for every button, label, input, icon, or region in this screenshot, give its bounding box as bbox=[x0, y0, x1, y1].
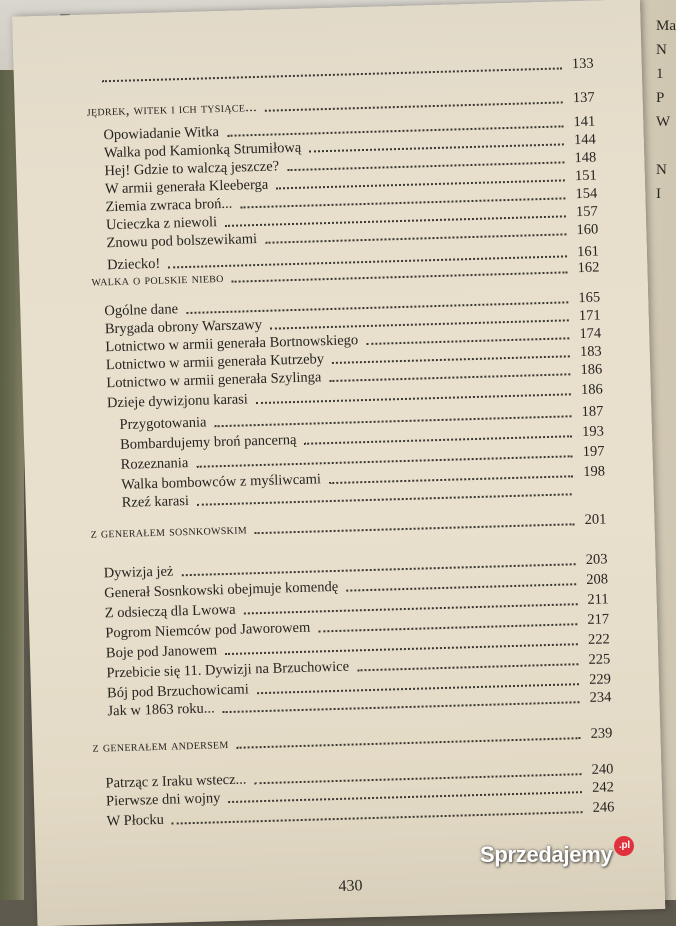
toc-leader-dots bbox=[102, 67, 562, 82]
toc-entry-title: Lotnictwo w armii generała Szylinga bbox=[106, 369, 322, 392]
toc-entry-page: 186 bbox=[580, 381, 603, 399]
book-page bbox=[12, 0, 665, 926]
watermark-badge: .pl bbox=[614, 836, 634, 856]
toc-entry-title: Bój pod Brzuchowicami bbox=[106, 681, 249, 702]
right-page-letter: N bbox=[656, 162, 667, 178]
toc-entry-title: Generał Sosnkowski obejmuje komendę bbox=[104, 578, 339, 602]
toc-leader-dots bbox=[197, 493, 572, 505]
toc-entry-title: W Płocku bbox=[106, 811, 165, 830]
toc-entry-title: Przebicie się 11. Dywizji na Brzuchowice bbox=[106, 658, 350, 682]
toc-entry-title: Brygada obrony Warszawy bbox=[104, 316, 263, 338]
toc-entry-title: Walka bombowców z myśliwcami bbox=[121, 471, 322, 493]
toc-entry-title: Pierwsze dni wojny bbox=[105, 790, 221, 810]
toc-leader-dots bbox=[255, 523, 575, 534]
toc-entry-page: 141 bbox=[573, 113, 596, 131]
toc-entry-page: 174 bbox=[579, 325, 602, 343]
right-page-letter: 1 bbox=[656, 66, 664, 82]
toc-entry-title: Znowu pod bolszewikami bbox=[106, 231, 258, 252]
toc-entry-page: 151 bbox=[574, 167, 598, 185]
toc-entry-title: Przygotowania bbox=[119, 414, 207, 433]
watermark-logo bbox=[480, 842, 634, 868]
toc-entry-title: Jak w 1863 roku... bbox=[107, 700, 215, 720]
toc-entry-page: 229 bbox=[588, 671, 612, 688]
toc-section-entry bbox=[32, 721, 660, 761]
right-page-letter: P bbox=[656, 90, 665, 106]
toc-entry-title: Bombardujemy broń pancerną bbox=[119, 431, 297, 453]
toc-entry-title: Ziemia zwraca broń... bbox=[105, 195, 233, 216]
toc-entry bbox=[14, 51, 642, 91]
toc-entry-page: 222 bbox=[587, 631, 610, 648]
toc-entry-title: Lotnictwo w armii generała Bortnowskiego bbox=[105, 332, 359, 356]
toc-entry-page: 186 bbox=[580, 361, 603, 379]
toc-leader-dots bbox=[232, 271, 568, 282]
toc-entry-title: Patrząc z Iraku wstecz... bbox=[105, 771, 247, 792]
toc-entry-page: 242 bbox=[591, 779, 615, 796]
toc-leader-dots bbox=[172, 811, 583, 824]
toc-entry-page: 171 bbox=[578, 307, 601, 325]
right-page-letter: W bbox=[656, 114, 671, 130]
toc-entry-title: Lotnictwo w armii generała Kutrzeby bbox=[105, 351, 325, 374]
toc-entry-title: Dziecko! bbox=[106, 255, 161, 274]
toc-entry-title: z generałem sosnkowskim bbox=[90, 521, 248, 542]
toc-entry-title: Hej! Gdzie to walczą jeszcze? bbox=[104, 158, 280, 180]
toc-entry-title: jędrek, witek i ich tysiące... bbox=[86, 98, 258, 120]
right-page-text bbox=[656, 14, 676, 206]
toc-entry-page: 187 bbox=[581, 403, 604, 421]
toc-leader-dots bbox=[223, 701, 580, 713]
toc-entry-title: Pogrom Niemców pod Jaworowem bbox=[105, 619, 311, 642]
toc-entry-title: Z odsieczą dla Lwowa bbox=[104, 601, 236, 622]
toc-entry-page: 211 bbox=[587, 591, 609, 608]
toc-entry-title: Rzeź karasi bbox=[121, 493, 190, 511]
watermark-brand: Sprzedajemy bbox=[480, 842, 613, 867]
right-page-letter: Ma bbox=[656, 18, 676, 34]
toc-entry-page: 161 bbox=[576, 243, 600, 261]
toc-entry-page: 246 bbox=[592, 799, 615, 816]
right-page-letter: I bbox=[656, 186, 661, 202]
toc-entry-title: Rozeznania bbox=[120, 455, 189, 473]
toc-leader-dots bbox=[265, 101, 563, 111]
toc-entry-page: 162 bbox=[577, 259, 600, 277]
toc-entry-page: 208 bbox=[586, 571, 609, 588]
right-page-letter: N bbox=[656, 42, 667, 58]
toc-entry-page: 165 bbox=[578, 289, 601, 307]
right-page-letter bbox=[656, 134, 676, 158]
toc-entry-page: 183 bbox=[579, 343, 602, 361]
toc-entry-page: 137 bbox=[572, 89, 595, 107]
toc-entry-title: z generałem andersem bbox=[92, 736, 229, 756]
toc-entry-page: 239 bbox=[590, 725, 613, 742]
toc-entry-title: Ogólne dane bbox=[104, 301, 179, 320]
toc-entry-page: 203 bbox=[585, 551, 608, 568]
toc-entry-page: 197 bbox=[582, 443, 605, 461]
toc-entry-page: 201 bbox=[584, 511, 607, 528]
toc-entry-page: 154 bbox=[575, 185, 598, 203]
toc-entry-page: 157 bbox=[575, 203, 599, 221]
toc-entry-page: 198 bbox=[583, 463, 606, 480]
toc-entry-title: Dzieje dywizjonu karasi bbox=[106, 391, 249, 412]
toc-entry-page: 160 bbox=[576, 221, 599, 239]
toc-entry-title: walka o polskie niebo bbox=[91, 269, 224, 290]
toc-entry-page: 240 bbox=[591, 761, 614, 778]
toc-entry-page: 225 bbox=[588, 651, 611, 668]
toc-entry-title: Walka pod Kamionką Strumiłową bbox=[103, 139, 302, 162]
toc-entry-title: W armii generała Kleeberga bbox=[104, 176, 269, 198]
toc-entry-page: 133 bbox=[571, 55, 594, 73]
toc-entry-page: 148 bbox=[574, 149, 597, 167]
toc-entry-page: 234 bbox=[589, 689, 612, 706]
toc-entry-title: Ucieczka z niewoli bbox=[105, 214, 218, 234]
toc-leader-dots bbox=[237, 737, 581, 749]
toc-entry-page: 217 bbox=[587, 611, 610, 628]
page-number: 430 bbox=[338, 877, 363, 895]
toc-entry-page: 144 bbox=[573, 131, 597, 149]
toc-entry-title: Boje pod Janowem bbox=[105, 642, 218, 662]
toc-entry-page: 193 bbox=[581, 423, 605, 441]
toc-entry-title: Dywizja jeż bbox=[103, 563, 174, 582]
toc-entry-title: Opowiadanie Witka bbox=[103, 124, 220, 144]
